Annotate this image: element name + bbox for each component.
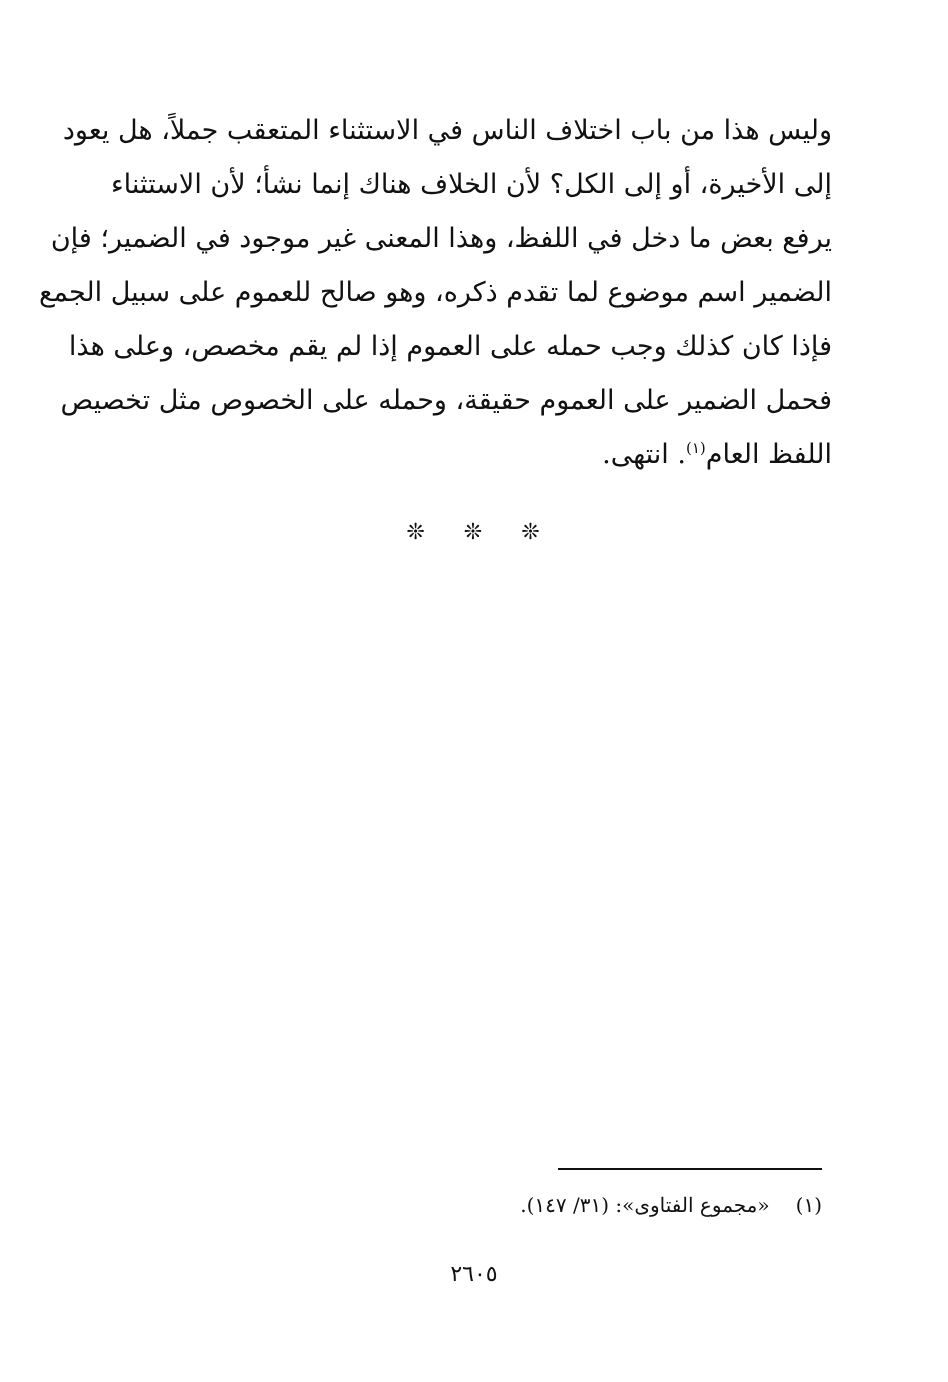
asterism-icon: ❊ [406, 520, 427, 545]
asterism-icon: ❊ [521, 520, 542, 545]
text-line: الضمير اسم موضوع لما تقدم ذكره، وهو صالح للعموم على سبيل الجمع [38, 277, 832, 308]
footnote-text: «مجموع الفتاوى»: (٣١/ ١٤٧). [520, 1193, 770, 1217]
footnote-number: (١) [795, 1193, 822, 1217]
footnote-divider [558, 1168, 822, 1170]
text-line: فإذا كان كذلك وجب حمله على العموم إذا لم يقم مخصص، وعلى هذا [68, 331, 832, 362]
footnote [520, 1190, 822, 1220]
text-line: فحمل الضمير على العموم حقيقة، وحمله على الخصوص مثل تخصيص [60, 385, 832, 416]
text-line: وليس هذا من باب اختلاف الناس في الاستثناء المتعقب جملاً، هل يعود [62, 115, 832, 146]
page-number: ٢٦٠٥ [450, 1262, 498, 1287]
main-text [38, 104, 832, 482]
last-line-start: اللفظ العام [705, 439, 832, 470]
asterism-icon: ❊ [463, 520, 485, 545]
text-line-last [132, 428, 832, 482]
text-line: يرفع بعض ما دخل في اللفظ، وهذا المعنى غير موجود في الضمير؛ فإن [50, 223, 832, 254]
last-line-end: . انتهى. [602, 439, 686, 470]
section-separator [0, 520, 948, 545]
footnote-marker[interactable]: (١) [685, 439, 706, 457]
text-line: إلى الأخيرة، أو إلى الكل؟ لأن الخلاف هناك إنما نشأ؛ لأن الاستثناء [110, 169, 832, 200]
